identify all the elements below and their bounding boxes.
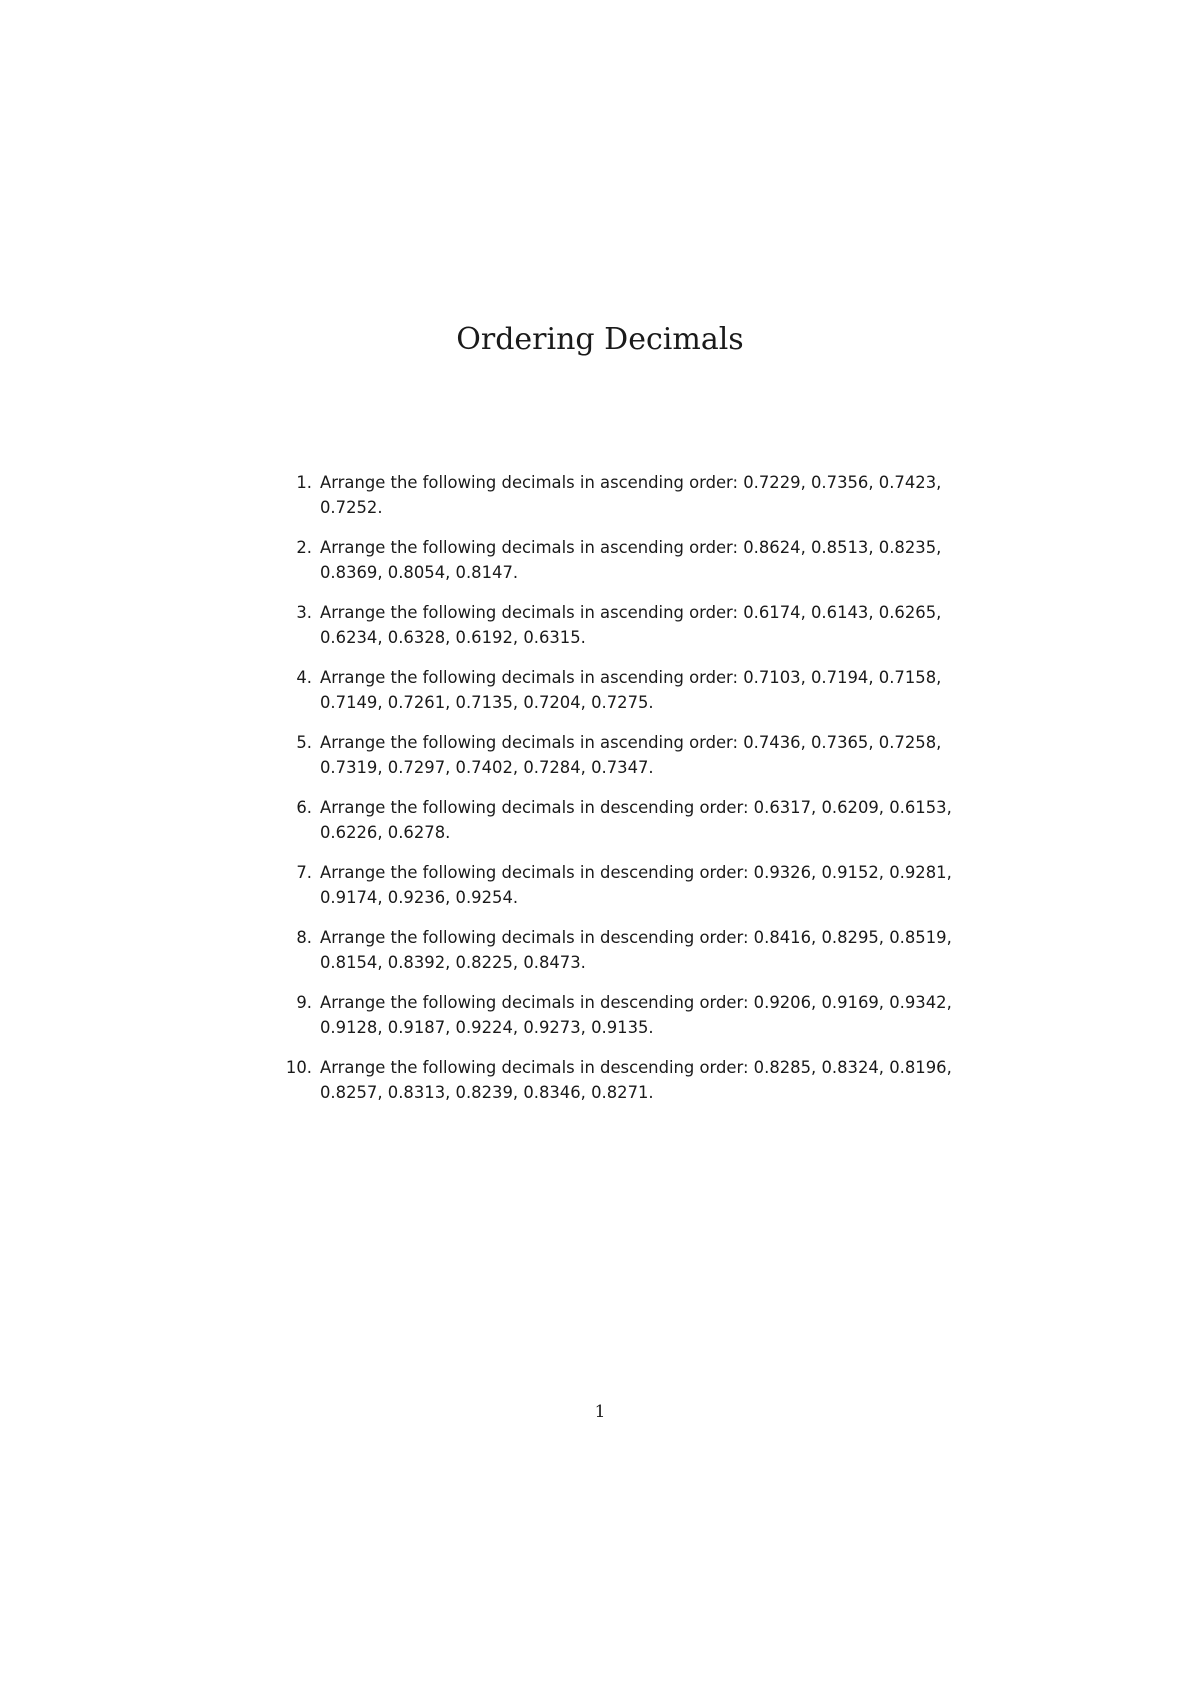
problem-text: Arrange the following decimals in ascending order: 0.7436, 0.7365, 0.7258, 0.7319, 0.7297, 0.7402, 0.7284, 0.7347. [320, 733, 942, 777]
problem-text: Arrange the following decimals in descending order: 0.6317, 0.6209, 0.6153, 0.6226, 0.6278. [320, 798, 952, 842]
problem-text: Arrange the following decimals in ascending order: 0.7229, 0.7356, 0.7423, 0.7252. [320, 473, 942, 517]
problem-item [296, 990, 968, 1040]
problem-number: 1. [296, 473, 312, 492]
problem-text: Arrange the following decimals in descending order: 0.9326, 0.9152, 0.9281, 0.9174, 0.9236, 0.9254. [320, 863, 952, 907]
problem-number: 9. [296, 993, 312, 1012]
problem-number: 4. [296, 668, 312, 687]
problem-number: 3. [296, 603, 312, 622]
problem-item [296, 665, 968, 715]
problem-item [296, 925, 968, 975]
problem-text: Arrange the following decimals in ascending order: 0.8624, 0.8513, 0.8235, 0.8369, 0.8054, 0.8147. [320, 538, 942, 582]
problem-list [285, 470, 968, 1120]
problem-text: Arrange the following decimals in descending order: 0.8285, 0.8324, 0.8196, 0.8257, 0.8313, 0.8239, 0.8346, 0.8271. [320, 1058, 952, 1102]
problem-number: 6. [296, 798, 312, 817]
problem-item [296, 600, 968, 650]
problem-item [296, 535, 968, 585]
problem-text: Arrange the following decimals in ascending order: 0.6174, 0.6143, 0.6265, 0.6234, 0.6328, 0.6192, 0.6315. [320, 603, 942, 647]
problem-number: 5. [296, 733, 312, 752]
problem-number: 10. [285, 1058, 312, 1077]
problem-text: Arrange the following decimals in descending order: 0.9206, 0.9169, 0.9342, 0.9128, 0.9187, 0.9224, 0.9273, 0.9135. [320, 993, 952, 1037]
problem-text: Arrange the following decimals in descending order: 0.8416, 0.8295, 0.8519, 0.8154, 0.8392, 0.8225, 0.8473. [320, 928, 952, 972]
problem-item [296, 860, 968, 910]
problem-number: 7. [296, 863, 312, 882]
page-title: Ordering Decimals [456, 322, 744, 357]
problem-number: 2. [296, 538, 312, 557]
page-number: 1 [594, 1402, 606, 1422]
problem-item [296, 795, 968, 845]
problem-text: Arrange the following decimals in ascending order: 0.7103, 0.7194, 0.7158, 0.7149, 0.7261, 0.7135, 0.7204, 0.7275. [320, 668, 942, 712]
problem-item [285, 1055, 968, 1105]
problem-item [296, 730, 968, 780]
problem-number: 8. [296, 928, 312, 947]
problem-item [296, 470, 968, 520]
